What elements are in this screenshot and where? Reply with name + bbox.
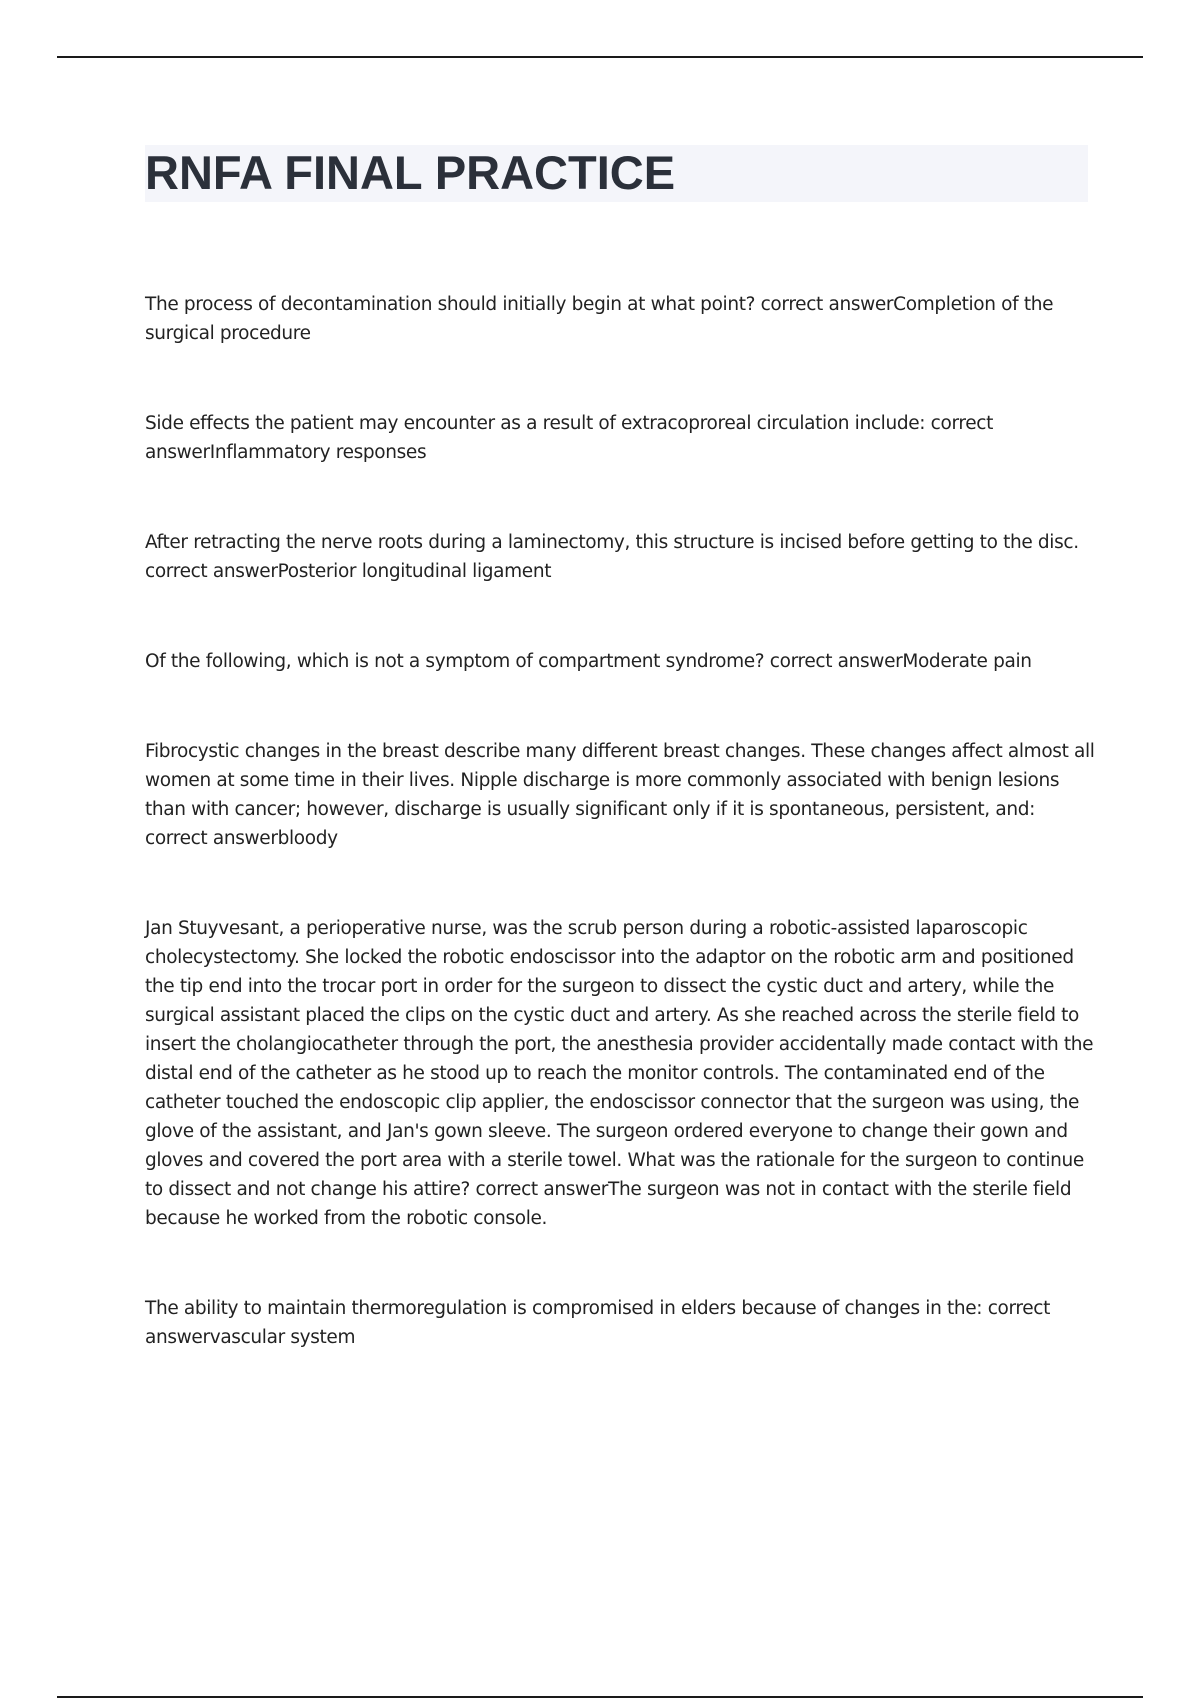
title-banner [145, 145, 1088, 202]
question-item: Of the following, which is not a symptom of compartment syndrome? correct answerModerate pain [145, 651, 1032, 672]
question-list [145, 290, 1095, 1352]
question-item: After retracting the nerve roots during a laminectomy, this structure is incised before getting to the disc. correct answerPosterior longitudinal ligament [145, 532, 1079, 582]
page-title: RNFA FINAL PRACTICE [145, 146, 676, 199]
question-item: The process of decontamination should initially begin at what point? correct answerCompletion of the surgical procedure [145, 294, 1054, 344]
question-item: Side effects the patient may encounter as a result of extracoproreal circulation include: correct answerInflammatory responses [145, 413, 993, 463]
header-rule [57, 56, 1143, 58]
footer-rule [57, 1696, 1143, 1698]
question-item: Jan Stuyvesant, a perioperative nurse, was the scrub person during a robotic-assisted laparoscopic cholecystectomy. She locked the robotic endoscissor into the adaptor on the robotic arm and positioned the tip end into the trocar port in order for the surgeon to dissect the cystic duct and artery, while the surgical assistant placed the clips on the cystic duct and artery. As she reached across the sterile field to insert the cholangiocatheter through the port, the anesthesia provider accidentally made contact with the distal end of the catheter as he stood up to reach the monitor controls. The contaminated end of the catheter touched the endoscopic clip applier, the endoscissor connector that the surgeon was using, the glove of the assistant, and Jan's gown sleeve. The surgeon ordered everyone to change their gown and gloves and covered the port area with a sterile towel. What was the rationale for the surgeon to continue to dissect and not change his attire? correct answerThe surgeon was not in contact with the sterile field because he worked from the robotic console. [145, 918, 1094, 1229]
question-item: Fibrocystic changes in the breast describe many different breast changes. These changes affect almost all women at some time in their lives. Nipple discharge is more commonly associated with benign lesions than with cancer; however, discharge is usually significant only if it is spontaneous, persistent, and: correct answerbloody [145, 741, 1095, 849]
question-item: The ability to maintain thermoregulation is compromised in elders because of changes in the: correct answervascular system [145, 1298, 1051, 1348]
